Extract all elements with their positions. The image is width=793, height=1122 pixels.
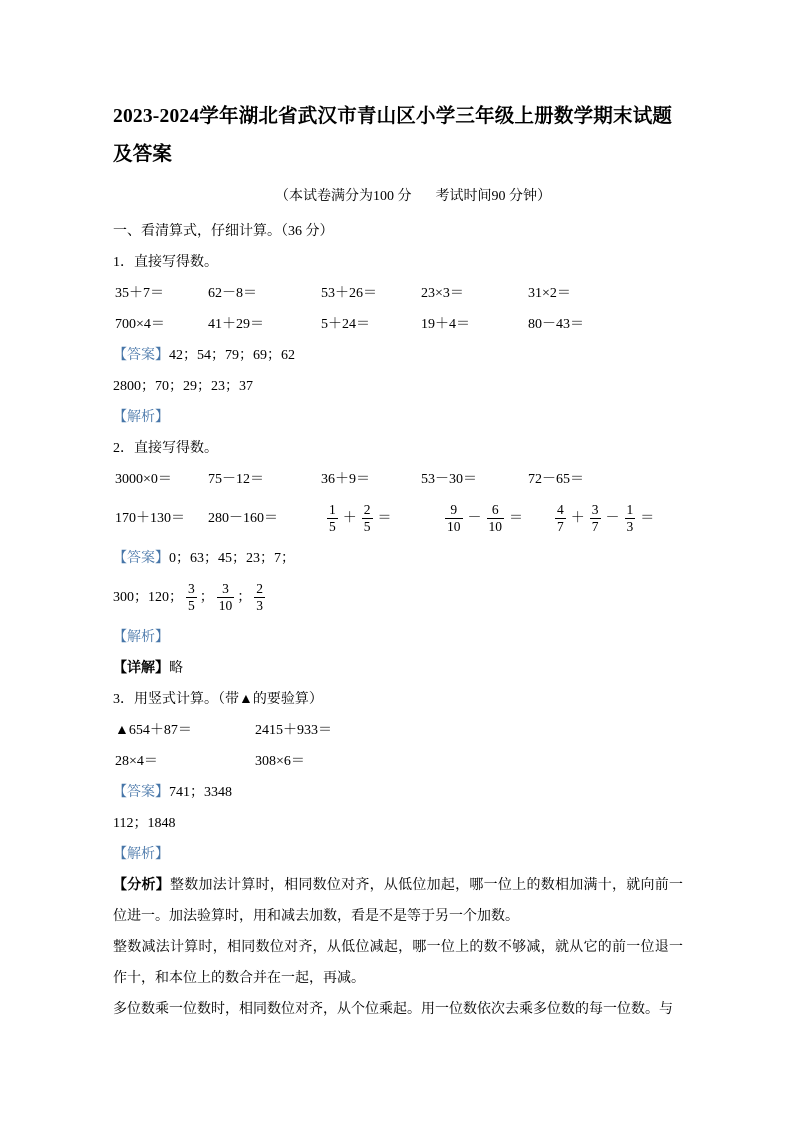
answer-label: 【答案】 — [113, 551, 169, 566]
expression: 23×3＝ — [421, 286, 464, 301]
fraction — [445, 502, 463, 535]
exam-total-score: （本试卷满分为100 分 — [275, 189, 412, 204]
answer-values: 741；3348 — [169, 785, 232, 800]
expression: 3000×0＝ — [115, 472, 172, 487]
fraction-expression — [325, 495, 395, 543]
fraction — [555, 502, 566, 535]
q3-fenxi-paragraph — [113, 870, 683, 932]
expression: 280－160＝ — [208, 511, 278, 526]
fraction — [327, 502, 338, 535]
section-heading: 一、看清算式，仔细计算。（36 分） — [113, 224, 334, 239]
analysis-label: 【解析】 — [113, 630, 169, 645]
fraction — [362, 502, 373, 535]
expression: 41＋29＝ — [208, 317, 264, 332]
exam-subtitle — [113, 182, 683, 212]
operator: ＝ — [640, 511, 655, 526]
document-content — [113, 98, 683, 1025]
analysis-label: 【解析】 — [113, 410, 169, 425]
expression: 62－8＝ — [208, 286, 257, 301]
expression: 19＋4＝ — [421, 317, 470, 332]
fraction-numerator: 4 — [557, 501, 564, 517]
fraction-numerator: 3 — [217, 581, 235, 598]
fraction-expression — [443, 495, 526, 543]
fraction-numerator: 2 — [256, 580, 263, 596]
q2-detail-line — [113, 653, 683, 684]
q3-paragraph-2: 整数减法计算时，相同数位对齐，从低位减起，哪一位上的数不够减，就从它的前一位退一作十，和本位上的数合并在一起，再减。 — [113, 940, 683, 986]
fraction — [590, 502, 601, 535]
operator: － — [605, 511, 620, 526]
fraction-numerator: 1 — [329, 501, 336, 517]
fraction-denominator: 10 — [218, 597, 233, 613]
answer-label: 【答案】 — [113, 348, 169, 363]
q3-paragraph-3: 多位数乘一位数时，相同数位对齐，从个位乘起。用一位数依次去乘多位数的每一位数。与 — [113, 1002, 673, 1017]
fraction — [254, 581, 265, 614]
expression: 72－65＝ — [528, 472, 584, 487]
q3-heading: 3．用竖式计算。（带▲的要验算） — [113, 692, 323, 707]
exam-duration: 考试时间90 分钟） — [435, 189, 551, 204]
expression: 80－43＝ — [528, 317, 584, 332]
fraction-numerator: 3 — [188, 580, 195, 596]
operator: ＋ — [342, 511, 357, 526]
fraction-denominator: 7 — [557, 518, 564, 534]
fraction-denominator: 3 — [626, 518, 634, 534]
fraction — [487, 502, 505, 535]
operator: ＝ — [377, 511, 392, 526]
q2-analysis-label — [113, 622, 683, 653]
q2-answer-line-2 — [113, 574, 683, 622]
q1-answer-line-1 — [113, 340, 683, 371]
fraction-denominator: 5 — [363, 518, 371, 534]
expression: 2415＋933＝ — [255, 723, 332, 738]
q2-heading: 2．直接写得数。 — [113, 441, 218, 456]
expression: 75－12＝ — [208, 472, 264, 487]
fraction-denominator: 10 — [447, 518, 461, 534]
fraction-numerator: 1 — [626, 501, 634, 517]
q1-heading: 1．直接写得数。 — [113, 255, 218, 270]
answer-values: 42；54；79；69；62 — [169, 348, 295, 363]
fraction-denominator: 5 — [329, 518, 336, 534]
fraction-numerator: 9 — [445, 502, 463, 519]
expression: 170＋130＝ — [115, 511, 185, 526]
detail-text: 略 — [169, 661, 183, 676]
q3-row-2 — [113, 746, 683, 777]
expression: 53＋26＝ — [321, 286, 377, 301]
expression: 53－30＝ — [421, 472, 477, 487]
answer-values-prefix: 300；120； — [113, 590, 183, 606]
expression: 700×4＝ — [115, 317, 165, 332]
fraction-numerator: 2 — [363, 501, 371, 517]
separator: ； — [237, 590, 252, 605]
q3-row-1 — [113, 715, 683, 746]
q2-row-2 — [113, 495, 683, 543]
detail-label: 【详解】 — [113, 661, 169, 676]
q3-answer-line-1 — [113, 777, 683, 808]
fraction-numerator: 3 — [591, 501, 599, 517]
q1-answer-line-2: 2800；70；29；23；37 — [113, 379, 253, 394]
q1-analysis-label — [113, 402, 683, 433]
answer-values: 0；63；45；23；7； — [169, 551, 295, 566]
expression: 308×6＝ — [255, 754, 305, 769]
fraction-numerator: 6 — [487, 502, 505, 519]
expression: ▲654＋87＝ — [115, 723, 192, 738]
expression: 36＋9＝ — [321, 472, 370, 487]
answer-fractions — [183, 580, 268, 613]
fraction-denominator: 10 — [488, 518, 502, 534]
fraction-denominator: 7 — [591, 518, 599, 534]
q3-analysis-label — [113, 839, 683, 870]
q1-row-2 — [113, 309, 683, 340]
fraction — [625, 502, 636, 535]
expression: 35＋7＝ — [115, 286, 164, 301]
operator: ＋ — [570, 511, 585, 526]
q2-answer-line-1 — [113, 543, 683, 574]
page-title: 2023-2024学年湖北省武汉市青山区小学三年级上册数学期末试题及答案 — [113, 106, 673, 165]
fenxi-text: 整数加法计算时，相同数位对齐，从低位加起，哪一位上的数相加满十，就向前一位进一。加法验算时，用和减去加数，看是不是等于另一个加数。 — [113, 878, 684, 924]
q2-row-1 — [113, 464, 683, 495]
operator: － — [467, 511, 482, 526]
expression: 5＋24＝ — [321, 317, 370, 332]
operator: ＝ — [509, 511, 523, 526]
fenxi-label: 【分析】 — [113, 878, 171, 893]
separator: ； — [199, 590, 214, 605]
fraction — [217, 581, 235, 614]
fraction-denominator: 3 — [256, 597, 263, 613]
analysis-label: 【解析】 — [113, 847, 169, 862]
fraction — [186, 581, 197, 614]
fraction-denominator: 5 — [188, 597, 195, 613]
expression: 31×2＝ — [528, 286, 571, 301]
fraction-expression — [553, 495, 657, 543]
expression: 28×4＝ — [115, 754, 158, 769]
answer-label: 【答案】 — [113, 785, 169, 800]
q3-answer-line-2: 112；1848 — [113, 816, 176, 831]
q1-row-1 — [113, 278, 683, 309]
